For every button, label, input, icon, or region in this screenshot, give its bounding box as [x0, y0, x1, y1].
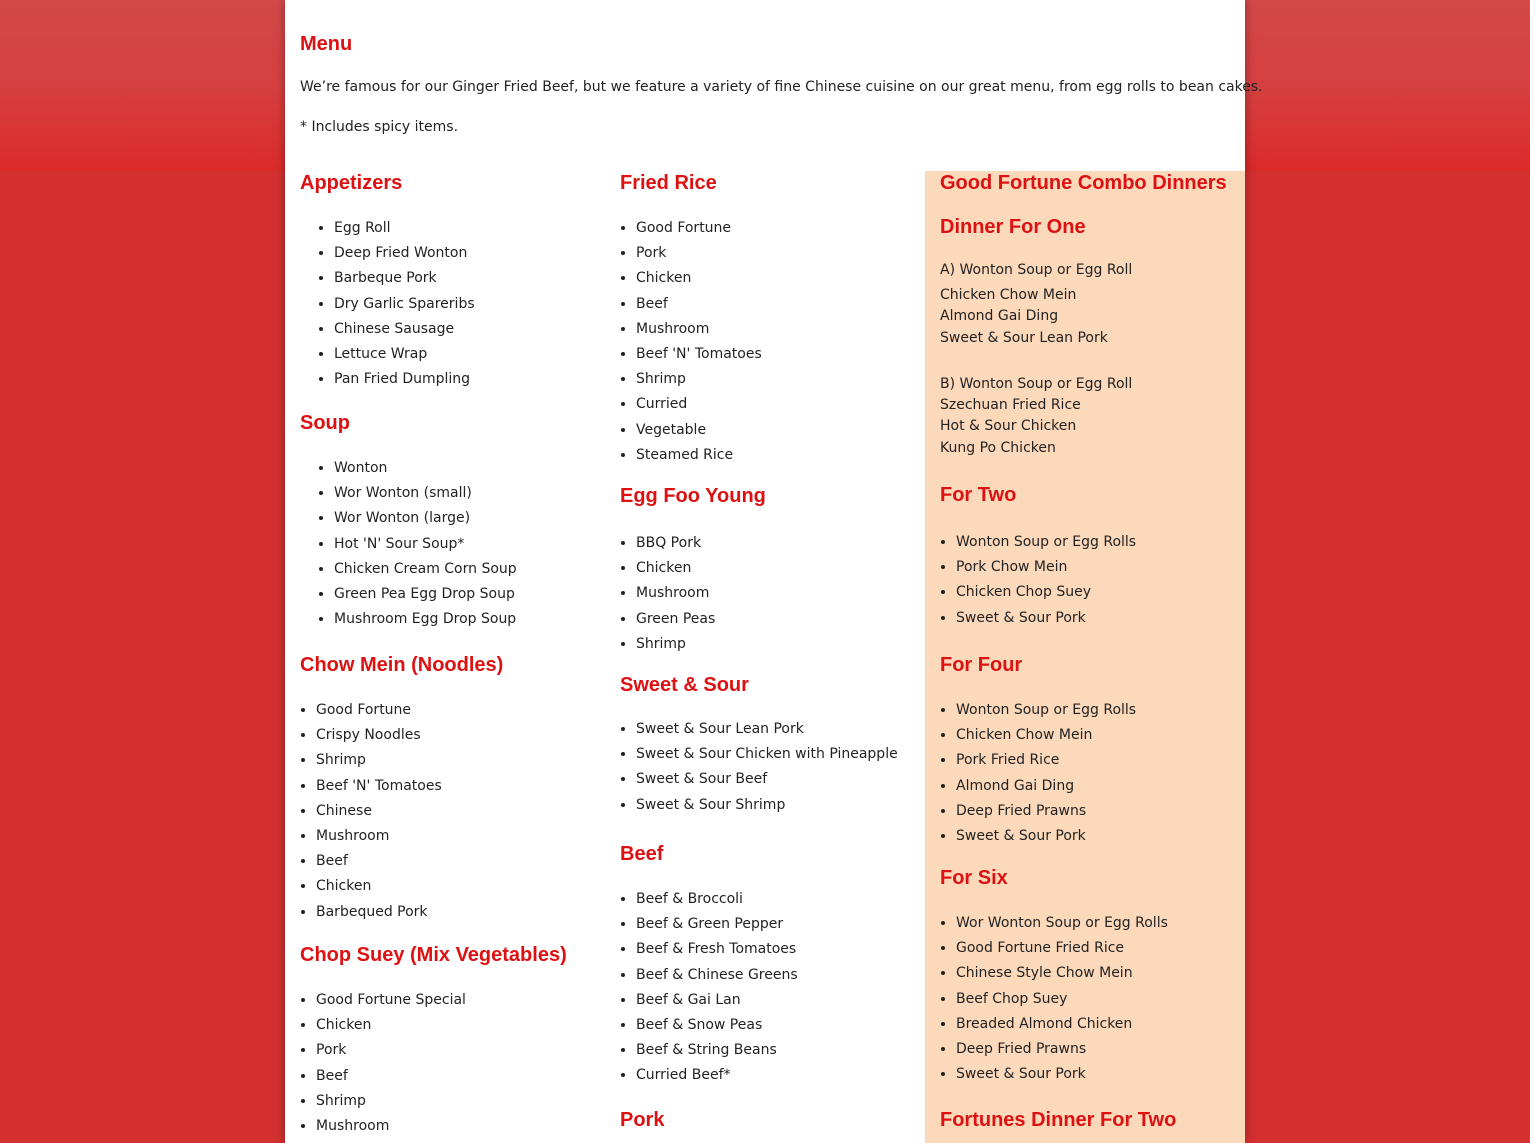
menu-item: • Chicken: [636, 556, 766, 581]
menu-item: • Mushroom: [636, 317, 762, 342]
dinner-option-b: [940, 374, 1132, 459]
egg-foo-young-list: [620, 531, 766, 657]
menu-item: • Sweet & Sour Pork: [956, 606, 1136, 631]
menu-item: • Lettuce Wrap: [334, 342, 475, 367]
section-for-four: [940, 654, 1136, 849]
menu-item: • Crispy Noodles: [316, 723, 503, 748]
menu-item: • Beef & Green Pepper: [636, 912, 798, 937]
menu-item: • Mushroom: [316, 824, 503, 849]
menu-item: • Good Fortune Fried Rice: [956, 936, 1168, 961]
menu-item: • BBQ Pork: [636, 531, 766, 556]
beef-list: [620, 887, 798, 1089]
appetizers-list: [300, 216, 475, 392]
spicy-note: * Includes spicy items.: [300, 119, 459, 135]
menu-item: • Hot 'N' Sour Soup*: [334, 532, 517, 557]
menu-item: • Wor Wonton Soup or Egg Rolls: [956, 911, 1168, 936]
menu-item: • Deep Fried Wonton: [334, 241, 475, 266]
menu-item: • Almond Gai Ding: [956, 774, 1136, 799]
option-line: Chicken Chow Mein: [940, 287, 1077, 304]
section-heading: Soup: [300, 412, 350, 434]
option-line: Kung Po Chicken: [940, 439, 1056, 456]
menu-item: • Wor Wonton (small): [334, 481, 517, 506]
menu-item: • Chinese Sausage: [334, 317, 475, 342]
section-egg-foo-young: [620, 485, 766, 657]
option-line: Szechuan Fried Rice: [940, 397, 1081, 414]
menu-item: • Shrimp: [636, 632, 766, 657]
content-page: [285, 0, 1263, 1143]
chow-mein-list: [300, 698, 503, 925]
section-fried-rice: [620, 172, 762, 468]
section-heading: For Four: [940, 654, 1023, 676]
menu-item: • Pork Chow Mein: [956, 555, 1136, 580]
section-fortunes-dinner-for-two: [940, 1109, 1176, 1132]
page-title: Menu: [300, 33, 353, 55]
for-four-list: [940, 698, 1136, 849]
section-heading: Sweet & Sour: [620, 674, 749, 696]
menu-description: We’re famous for our Ginger Fried Beef, but we feature a variety of fine Chinese cuisine on our great menu, from egg rolls to bean cakes.: [300, 79, 1263, 95]
menu-item: • Vegetable: [636, 418, 762, 443]
section-chow-mein: [300, 654, 503, 925]
menu-item: • Deep Fried Prawns: [956, 1037, 1168, 1062]
menu-item: • Beef & Chinese Greens: [636, 963, 798, 988]
menu-item: • Barbeque Pork: [334, 266, 475, 291]
section-heading: For Six: [940, 867, 1008, 889]
menu-item: • Sweet & Sour Chicken with Pineapple: [636, 742, 898, 767]
menu-item: • Sweet & Sour Lean Pork: [636, 717, 898, 742]
menu-item: • Wor Wonton (large): [334, 506, 517, 531]
menu-item: • Beef: [316, 1064, 567, 1089]
section-heading: Dinner For One: [940, 216, 1086, 238]
menu-item: • Chinese: [316, 799, 503, 824]
soup-list: [300, 456, 517, 632]
menu-item: • Beef & Gai Lan: [636, 988, 798, 1013]
menu-item: • Wonton Soup or Egg Rolls: [956, 530, 1136, 555]
menu-item: • Beef & String Beans: [636, 1038, 798, 1063]
section-heading: Egg Foo Young: [620, 485, 766, 507]
menu-item: • Steamed Rice: [636, 443, 762, 468]
menu-item: • Pan Fried Dumpling: [334, 367, 475, 392]
menu-item: • Green Pea Egg Drop Soup: [334, 582, 517, 607]
menu-item: • Curried Beef*: [636, 1063, 798, 1088]
section-dinner-for-one: [940, 216, 1086, 239]
menu-item: • Mushroom Egg Drop Soup: [334, 607, 517, 632]
menu-item: • Egg Roll: [334, 216, 475, 241]
menu-item: • Chicken: [316, 1013, 567, 1038]
menu-item: • Beef 'N' Tomatoes: [636, 342, 762, 367]
menu-item: • Breaded Almond Chicken: [956, 1012, 1168, 1037]
option-line: Almond Gai Ding: [940, 308, 1059, 325]
for-two-list: [940, 530, 1136, 631]
chop-suey-list: [300, 988, 567, 1139]
menu-item: • Beef & Fresh Tomatoes: [636, 937, 798, 962]
menu-item: • Chicken Cream Corn Soup: [334, 557, 517, 582]
menu-item: • Barbequed Pork: [316, 900, 503, 925]
menu-item: • Shrimp: [636, 367, 762, 392]
section-for-two: [940, 484, 1136, 631]
menu-item: • Chicken Chop Suey: [956, 580, 1136, 605]
menu-item: • Beef Chop Suey: [956, 987, 1168, 1012]
menu-item: • Sweet & Sour Pork: [956, 1062, 1168, 1087]
menu-item: • Dry Garlic Spareribs: [334, 292, 475, 317]
menu-item: • Chicken Chow Mein: [956, 723, 1136, 748]
section-for-six: [940, 867, 1168, 1087]
menu-item: • Sweet & Sour Shrimp: [636, 793, 898, 818]
menu-item: • Mushroom: [316, 1114, 567, 1139]
menu-item: • Beef & Broccoli: [636, 887, 798, 912]
menu-item: • Beef: [636, 292, 762, 317]
menu-item: • Mushroom: [636, 581, 766, 606]
menu-item: • Good Fortune: [316, 698, 503, 723]
option-heading: A) Wonton Soup or Egg Roll: [940, 262, 1133, 278]
section-heading: Pork: [620, 1109, 665, 1131]
menu-item: • Pork: [316, 1038, 567, 1063]
menu-item: • Deep Fried Prawns: [956, 799, 1136, 824]
section-heading: Chow Mein (Noodles): [300, 654, 504, 676]
menu-item: • Chicken: [316, 874, 503, 899]
menu-item: • Sweet & Sour Pork: [956, 824, 1136, 849]
section-chop-suey: [300, 944, 567, 1139]
menu-item: • Good Fortune Special: [316, 988, 567, 1013]
sweet-sour-list: [620, 717, 898, 818]
combo-dinners-panel: [925, 171, 1245, 1143]
section-heading: Good Fortune Combo Dinners: [940, 172, 1227, 194]
section-heading: Chop Suey (Mix Vegetables): [300, 944, 567, 966]
menu-item: • Wonton: [334, 456, 517, 481]
menu-item: • Beef & Snow Peas: [636, 1013, 798, 1038]
option-line: Hot & Sour Chicken: [940, 418, 1077, 435]
section-heading: Fried Rice: [620, 172, 717, 194]
section-soup: [300, 412, 517, 632]
menu-item: • Pork Fried Rice: [956, 748, 1136, 773]
menu-item: • Curried: [636, 392, 762, 417]
dinner-option-a: [940, 260, 1132, 349]
menu-item: • Sweet & Sour Beef: [636, 767, 898, 792]
for-six-list: [940, 911, 1168, 1087]
menu-item: • Good Fortune: [636, 216, 762, 241]
menu-item: • Wonton Soup or Egg Rolls: [956, 698, 1136, 723]
menu-item: • Shrimp: [316, 748, 503, 773]
section-appetizers: [300, 172, 475, 392]
section-heading: Beef: [620, 843, 664, 865]
menu-item: • Chicken: [636, 266, 762, 291]
section-pork: [620, 1109, 664, 1132]
combo-title-block: [940, 172, 1227, 195]
menu-item: • Pork: [636, 241, 762, 266]
option-line: Sweet & Sour Lean Pork: [940, 329, 1108, 346]
menu-item: • Shrimp: [316, 1089, 567, 1114]
menu-item: • Green Peas: [636, 607, 766, 632]
section-heading: For Two: [940, 484, 1017, 506]
fried-rice-list: [620, 216, 762, 468]
option-heading: B) Wonton Soup or Egg Roll: [940, 376, 1133, 392]
section-heading: Appetizers: [300, 172, 403, 194]
menu-item: • Beef: [316, 849, 503, 874]
menu-item: • Beef 'N' Tomatoes: [316, 774, 503, 799]
section-beef: [620, 843, 798, 1089]
section-heading: Fortunes Dinner For Two: [940, 1109, 1177, 1131]
menu-item: • Chinese Style Chow Mein: [956, 961, 1168, 986]
section-sweet-sour: [620, 674, 898, 818]
